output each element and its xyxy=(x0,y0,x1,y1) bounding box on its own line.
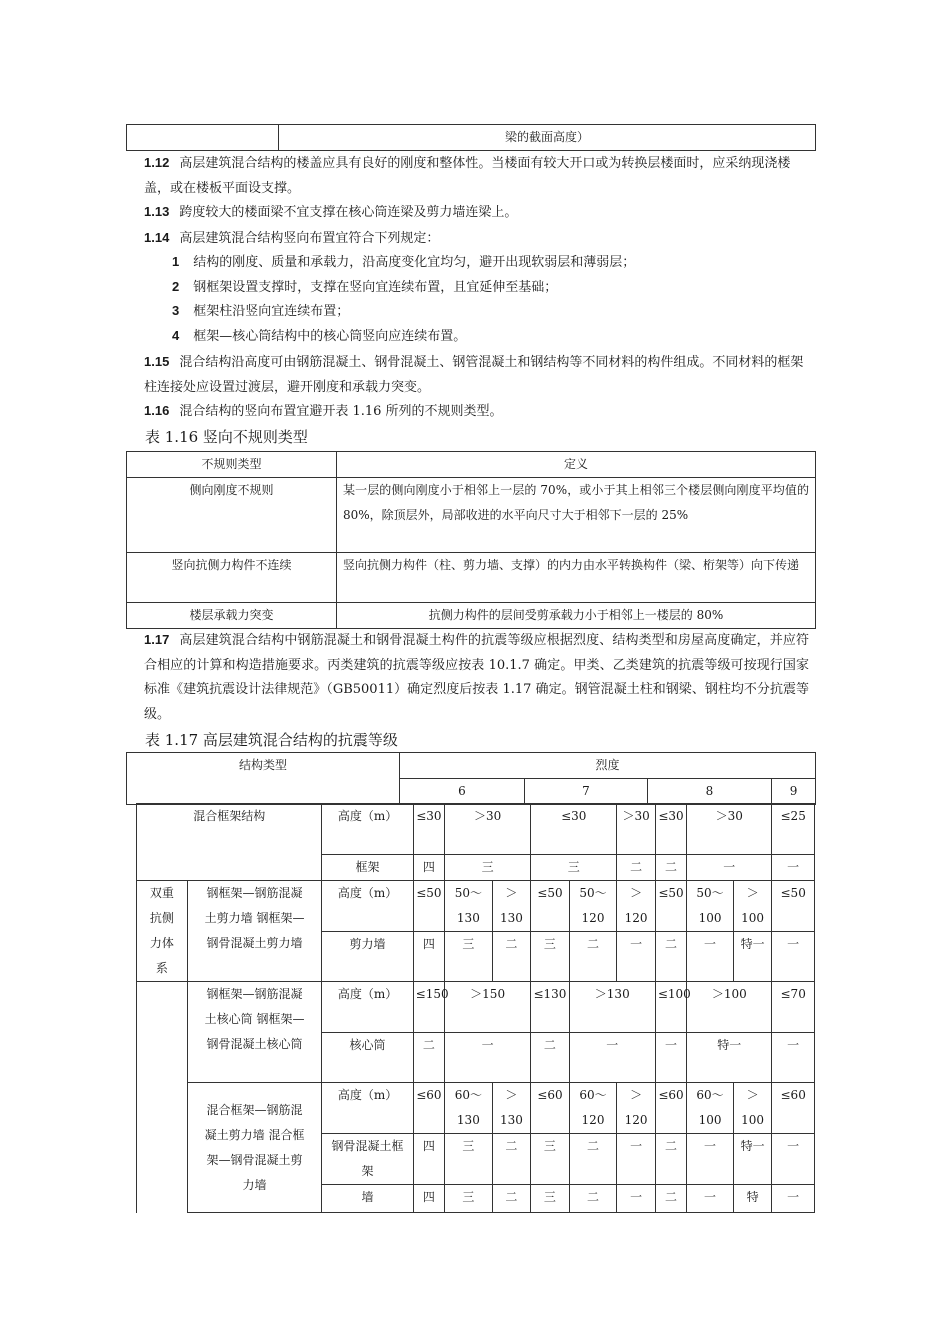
table-cell: ≤100 xyxy=(655,982,686,1033)
table-cell: ≤60 xyxy=(413,1083,444,1134)
clause-1-17 xyxy=(144,628,809,727)
table-cell: 二 xyxy=(413,1033,444,1083)
intensity-9: 9 xyxy=(772,779,816,805)
table-cell: 二 xyxy=(569,932,617,982)
top-table-left-cell xyxy=(127,125,279,151)
clause-1-15 xyxy=(144,350,809,400)
table-header: 不规则类型 xyxy=(127,452,337,478)
top-table-right-cell: 梁的截面高度） xyxy=(279,125,816,151)
table-cell: 二 xyxy=(655,855,686,881)
table-cell: 60～100 xyxy=(687,1083,734,1134)
irregular-type: 侧向刚度不规则 xyxy=(127,478,337,553)
clause-number: 1.17 xyxy=(144,632,170,647)
table-cell: ≤30 xyxy=(655,804,686,855)
table-cell: 一 xyxy=(687,855,772,881)
table-cell: ≤60 xyxy=(531,1083,570,1134)
structure-type-header: 结构类型 xyxy=(127,753,400,805)
row-label: 高度（m） xyxy=(322,982,413,1033)
clause-text: 跨度较大的楼面梁不宜支撑在核心筒连梁及剪力墙连梁上。 xyxy=(179,205,518,220)
row-label: 高度（m） xyxy=(322,881,413,932)
row-label: 墙 xyxy=(322,1185,413,1213)
blank-cell xyxy=(137,982,188,1213)
table-cell: 四 xyxy=(413,855,444,881)
irregular-definition: 抗侧力构件的层间受剪承载力小于相邻上一楼层的 80% xyxy=(337,603,816,629)
table-cell: 三 xyxy=(531,1185,570,1213)
table-cell: 三 xyxy=(531,855,617,881)
table-cell: 特一 xyxy=(733,1134,772,1185)
table-cell: 四 xyxy=(413,932,444,982)
clause-text: 高层建筑混合结构的楼盖应具有良好的刚度和整体性。当楼面有较大开口或为转换层楼面时，应采纳现浇楼盖，或在楼板平面设支撑。 xyxy=(144,156,791,196)
table-cell: ＞120 xyxy=(617,881,656,932)
table-cell: ＞120 xyxy=(617,1083,656,1134)
list-item xyxy=(172,324,466,349)
table-cell: ≤50 xyxy=(531,881,570,932)
list-text: 结构的刚度、质量和承载力，沿高度变化宜均匀，避开出现软弱层和薄弱层； xyxy=(193,255,636,270)
intensity-6: 6 xyxy=(400,779,525,805)
table-cell: 一 xyxy=(569,1033,655,1083)
table-cell: 一 xyxy=(617,1185,656,1213)
intensity-7: 7 xyxy=(525,779,648,805)
table-cell: 一 xyxy=(617,932,656,982)
table-cell: ≤70 xyxy=(772,982,815,1033)
irregular-definition: 某一层的侧向刚度小于相邻上一层的 70%，或小于其上相邻三个楼层侧向刚度平均值的 80%，除顶层外，局部收进的水平向尺寸大于相邻下一层的 25% xyxy=(337,478,816,553)
table-cell: ＞130 xyxy=(569,982,655,1033)
table-1-17-caption: 表 1.17 高层建筑混合结构的抗震等级 xyxy=(145,731,398,749)
table-1-17-header xyxy=(126,752,816,805)
dual-system: 双重抗侧力体系 xyxy=(137,881,188,982)
table-cell: 特一 xyxy=(687,1033,772,1083)
list-item xyxy=(172,299,349,324)
irregular-type: 楼层承载力突变 xyxy=(127,603,337,629)
table-cell: ≤50 xyxy=(772,881,815,932)
table-cell: ≤50 xyxy=(413,881,444,932)
table-cell: 二 xyxy=(492,1185,531,1213)
table-cell: ≤60 xyxy=(772,1083,815,1134)
table-cell: 二 xyxy=(569,1185,617,1213)
table-cell: 二 xyxy=(655,932,686,982)
table-cell: ＞130 xyxy=(492,881,531,932)
table-cell: 二 xyxy=(655,1185,686,1213)
list-number: 1 xyxy=(172,254,180,269)
table-cell: 二 xyxy=(492,932,531,982)
clause-number: 1.13 xyxy=(144,204,170,219)
table-cell: ≤60 xyxy=(655,1083,686,1134)
table-cell: 三 xyxy=(445,1134,493,1185)
row-label: 核心筒 xyxy=(322,1033,413,1083)
table-cell: 三 xyxy=(445,855,531,881)
table-1-16 xyxy=(126,451,816,629)
sub-structure-type: 钢框架—钢筋混凝土剪力墙 钢框架—钢骨混凝土剪力墙 xyxy=(187,881,322,982)
table-cell: 二 xyxy=(569,1134,617,1185)
intensity-8: 8 xyxy=(648,779,772,805)
table-cell: 50～130 xyxy=(445,881,493,932)
table-cell: 四 xyxy=(413,1185,444,1213)
table-cell: 一 xyxy=(687,1185,734,1213)
table-cell: ＞30 xyxy=(687,804,772,855)
table-cell: 一 xyxy=(772,1134,815,1185)
clause-number: 1.12 xyxy=(144,155,170,170)
table-cell: 一 xyxy=(772,1033,815,1083)
row-label: 钢骨混凝土框架 xyxy=(322,1134,413,1185)
table-cell: 一 xyxy=(772,932,815,982)
table-1-16-caption: 表 1.16 竖向不规则类型 xyxy=(145,428,308,446)
clause-1-16 xyxy=(144,399,809,425)
table-cell: ≤30 xyxy=(531,804,617,855)
clause-text: 混合结构的竖向布置宜避开表 1.16 所列的不规则类型。 xyxy=(179,404,503,419)
list-text: 框架—核心筒结构中的核心筒竖向应连续布置。 xyxy=(193,329,467,344)
table-cell: ≤130 xyxy=(531,982,570,1033)
table-cell: 特一 xyxy=(733,932,772,982)
irregular-definition: 竖向抗侧力构件（柱、剪力墙、支撑）的内力由水平转换构件（梁、桁架等）向下传递 xyxy=(337,553,816,603)
table-cell: 特 xyxy=(733,1185,772,1213)
list-number: 2 xyxy=(172,279,180,294)
list-item xyxy=(172,250,635,275)
table-cell: 三 xyxy=(445,932,493,982)
sub-structure-type: 钢框架—钢筋混凝土核心筒 钢框架—钢骨混凝土核心筒 xyxy=(187,982,322,1083)
top-table xyxy=(126,124,816,151)
table-cell: 二 xyxy=(531,1033,570,1083)
table-cell: 50～100 xyxy=(687,881,734,932)
list-number: 3 xyxy=(172,303,180,318)
table-cell: 60～120 xyxy=(569,1083,617,1134)
clause-1-13 xyxy=(144,200,809,226)
table-cell: ＞130 xyxy=(492,1083,531,1134)
table-cell: 二 xyxy=(655,1134,686,1185)
table-header: 定义 xyxy=(337,452,816,478)
row-label: 剪力墙 xyxy=(322,932,413,982)
clause-number: 1.16 xyxy=(144,403,170,418)
table-cell: ＞100 xyxy=(733,881,772,932)
table-cell: 二 xyxy=(617,855,656,881)
list-text: 钢框架设置支撑时，支撑在竖向宜连续布置，且宜延伸至基础； xyxy=(193,280,558,295)
row-label: 高度（m） xyxy=(322,804,413,855)
table-cell: 一 xyxy=(772,855,815,881)
clause-1-14 xyxy=(144,226,809,252)
table-cell: 50～120 xyxy=(569,881,617,932)
clause-number: 1.14 xyxy=(144,230,170,245)
table-cell: 一 xyxy=(445,1033,531,1083)
table-row xyxy=(127,553,816,603)
table-cell: 60～130 xyxy=(445,1083,493,1134)
list-number: 4 xyxy=(172,328,180,343)
clause-number: 1.15 xyxy=(144,354,170,369)
table-cell: 三 xyxy=(445,1185,493,1213)
mixed-frame-structure: 混合框架结构 xyxy=(137,804,322,881)
list-text: 框架柱沿竖向宜连续布置； xyxy=(193,304,350,319)
table-cell: ＞100 xyxy=(733,1083,772,1134)
table-cell: ＞150 xyxy=(445,982,531,1033)
irregular-type: 竖向抗侧力构件不连续 xyxy=(127,553,337,603)
table-cell: ≤50 xyxy=(655,881,686,932)
table-cell: 三 xyxy=(531,932,570,982)
table-cell: ≤25 xyxy=(772,804,815,855)
sub-structure-type: 混合框架—钢筋混凝土剪力墙 混合框架—钢骨混凝土剪力墙 xyxy=(187,1083,322,1213)
list-item xyxy=(172,275,557,300)
row-label: 高度（m） xyxy=(322,1083,413,1134)
table-cell: 一 xyxy=(687,932,734,982)
table-row xyxy=(127,603,816,629)
intensity-header: 烈度 xyxy=(400,753,816,779)
clause-text: 高层建筑混合结构竖向布置宜符合下列规定： xyxy=(179,231,440,246)
table-cell: 三 xyxy=(531,1134,570,1185)
table-cell: 四 xyxy=(413,1134,444,1185)
table-cell: 二 xyxy=(492,1134,531,1185)
table-cell: 一 xyxy=(617,1134,656,1185)
table-cell: ＞30 xyxy=(445,804,531,855)
table-cell: 一 xyxy=(687,1134,734,1185)
clause-text: 高层建筑混合结构中钢筋混凝土和钢骨混凝土构件的抗震等级应根据烈度、结构类型和房屋高度确定，并应符合相应的计算和构造措施要求。丙类建筑的抗震等级应按表 10.1.7 确定。甲类、乙类建筑的抗震等级可按现行国家标准《建筑抗震设计法律规范》（GB50011）确定烈度后按表 1.17 确定。钢管混凝土柱和钢梁、钢柱均不分抗震等级。 xyxy=(144,633,809,722)
table-cell: 一 xyxy=(772,1185,815,1213)
table-1-17-body xyxy=(136,803,815,1213)
table-cell: ≤150 xyxy=(413,982,444,1033)
clause-text: 混合结构沿高度可由钢筋混凝土、钢骨混凝土、钢管混凝土和钢结构等不同材料的构件组成。不同材料的框架柱连接处应设置过渡层，避开刚度和承载力突变。 xyxy=(144,355,804,395)
row-label: 框架 xyxy=(322,855,413,881)
table-cell: ≤30 xyxy=(413,804,444,855)
table-cell: ＞100 xyxy=(687,982,772,1033)
clause-1-12 xyxy=(144,151,809,201)
table-row xyxy=(127,478,816,553)
table-cell: ＞30 xyxy=(617,804,656,855)
table-cell: 一 xyxy=(655,1033,686,1083)
